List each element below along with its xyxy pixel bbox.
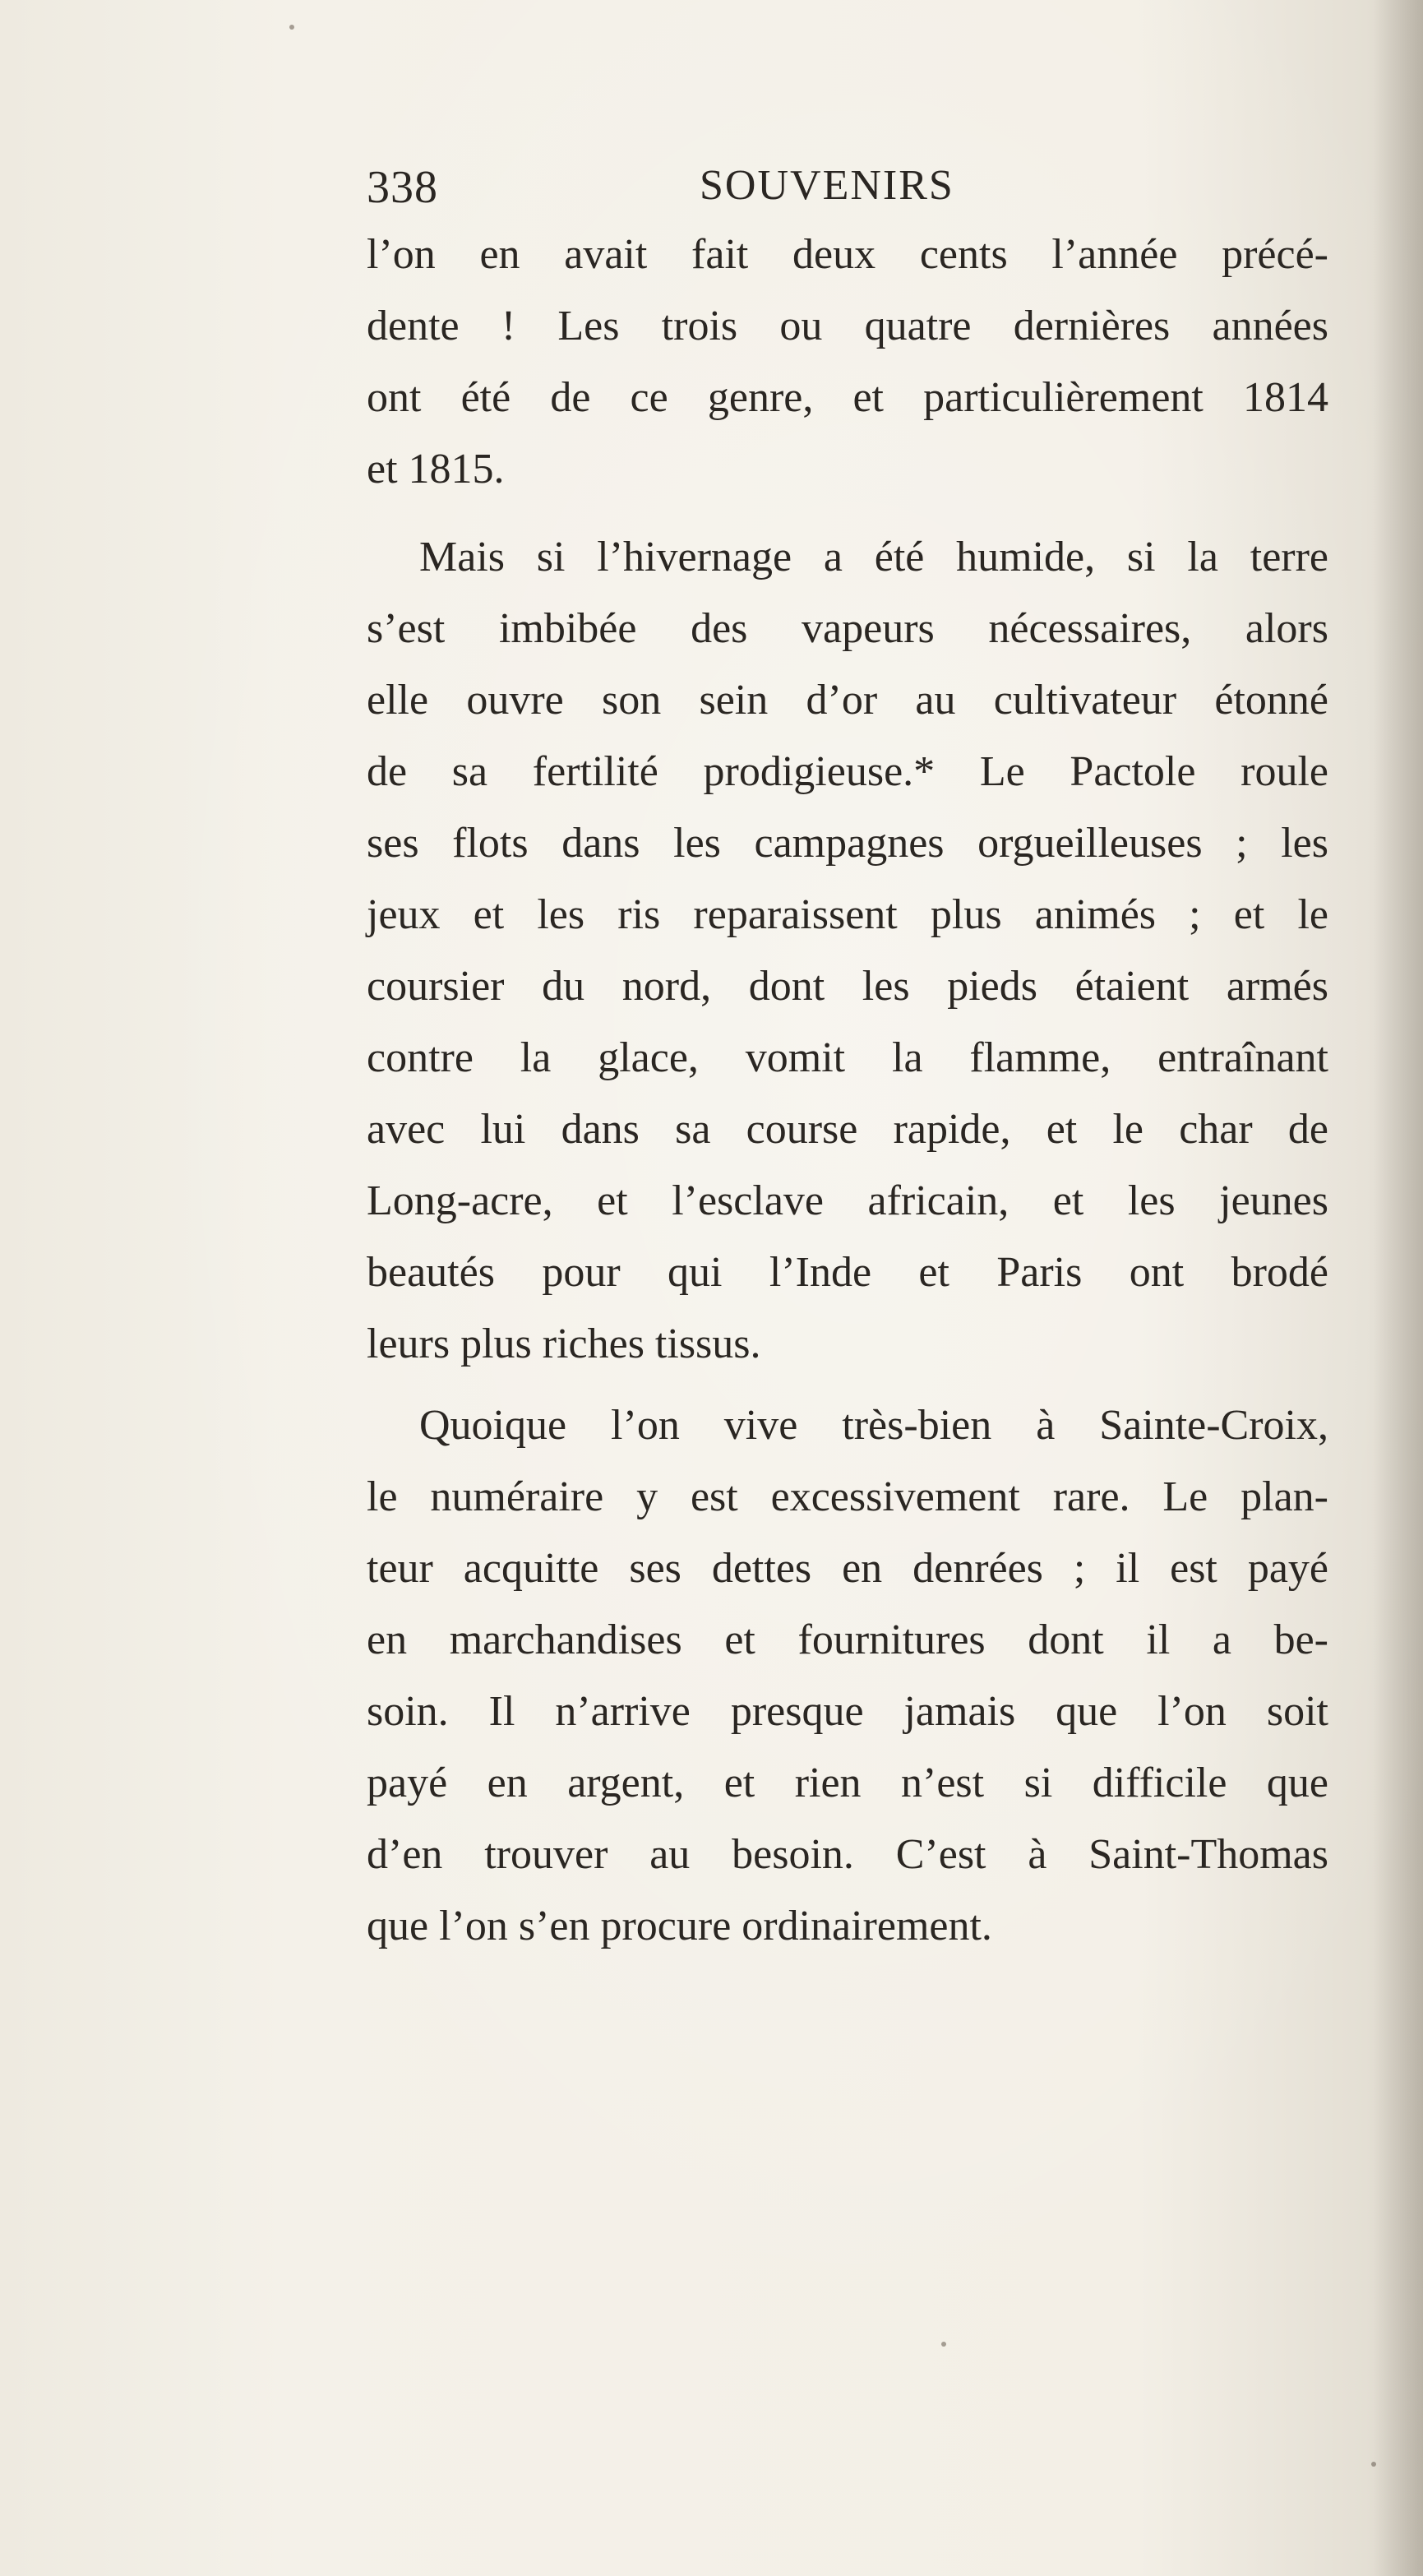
running-title: SOUVENIRS: [700, 162, 954, 209]
text-line: leurs plus riches tissus.: [367, 1320, 761, 1367]
page-number: 338: [367, 162, 438, 213]
text-line: Mais si l’hivernage a été humide, si la terre: [419, 534, 1328, 580]
text-line: s’est imbibée des vapeurs nécessaires, alors: [367, 605, 1328, 652]
text-line: avec lui dans sa course rapide, et le char de: [367, 1106, 1328, 1153]
running-head: [367, 161, 1049, 219]
text-line: et 1815.: [367, 446, 505, 493]
paragraph-gap: [367, 505, 1328, 521]
text-line: soin. Il n’arrive presque jamais que l’on soit: [367, 1688, 1328, 1735]
paragraph-3: [367, 1390, 1328, 1962]
text-line: coursier du nord, dont les pieds étaient armés: [367, 963, 1328, 1010]
text-line: d’en trouver au besoin. C’est à Saint-Thomas: [367, 1831, 1328, 1878]
text-line: teur acquitte ses dettes en denrées ; il est payé: [367, 1545, 1328, 1592]
text-line: jeux et les ris reparaissent plus animés ; et le: [367, 891, 1328, 938]
text-line: contre la glace, vomit la flamme, entraînant: [367, 1034, 1328, 1081]
page-edge-shadow: [1374, 0, 1423, 2576]
body-text: [367, 219, 1328, 1962]
text-line: dente ! Les trois ou quatre dernières années: [367, 303, 1328, 349]
paragraph-gap: [367, 1380, 1328, 1390]
text-line: beautés pour qui l’Inde et Paris ont brodé: [367, 1249, 1328, 1296]
text-line: ont été de ce genre, et particulièrement 1814: [367, 374, 1328, 421]
text-line: de sa fertilité prodigieuse.* Le Pactole roule: [367, 748, 1328, 795]
paper-speck: [1371, 2462, 1376, 2467]
paper-speck: [941, 2342, 946, 2347]
text-line: elle ouvre son sein d’or au cultivateur étonné: [367, 677, 1328, 724]
text-line: Long-acre, et l’esclave africain, et les jeunes: [367, 1177, 1328, 1224]
text-line: que l’on s’en procure ordinairement.: [367, 1903, 992, 1949]
paper-speck: [289, 25, 294, 30]
paragraph-2: [367, 521, 1328, 1380]
text-line: le numéraire y est excessivement rare. Le plan-: [367, 1473, 1328, 1520]
text-line: Quoique l’on vive très-bien à Sainte-Croix,: [419, 1402, 1328, 1449]
text-line: payé en argent, et rien n’est si difficile que: [367, 1760, 1328, 1806]
text-line: en marchandises et fournitures dont il a be-: [367, 1616, 1328, 1663]
paragraph-1: [367, 219, 1328, 505]
text-line: ses flots dans les campagnes orgueilleuses ; les: [367, 820, 1328, 867]
text-line: l’on en avait fait deux cents l’année précé-: [367, 231, 1328, 278]
